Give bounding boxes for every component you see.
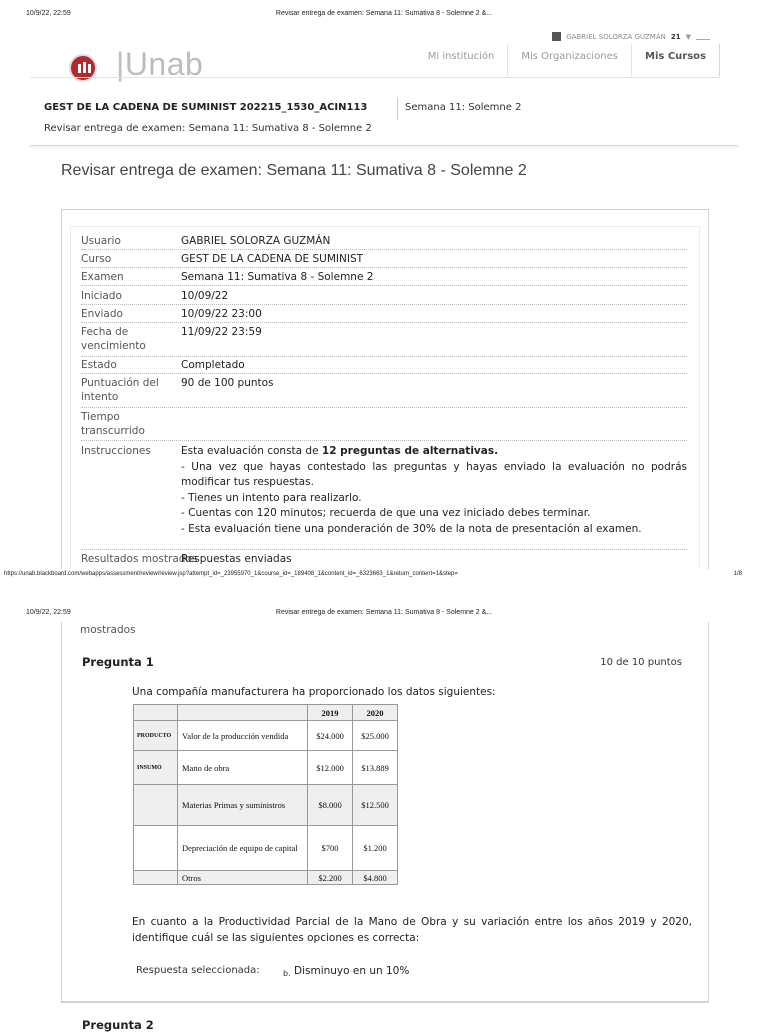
- detail-row-examen: [81, 270, 687, 286]
- breadcrumb-divider-line: [30, 145, 738, 146]
- print-doc-title: Revisar entrega de examen: Semana 11: Sumativa 8 - Solemne 2 &...: [275, 609, 493, 616]
- breadcrumb-divider: [397, 98, 398, 120]
- tab-mis-cursos[interactable]: Mis Cursos: [631, 44, 720, 76]
- user-name: GABRIEL SOLORZA GUZMÁN: [566, 32, 666, 41]
- print-datetime: 10/9/22, 22:59: [26, 10, 71, 17]
- table-cell-label: Otros: [178, 871, 308, 885]
- nav-divider: [30, 77, 720, 78]
- breadcrumb-current-page: Revisar entrega de examen: Semana 11: Sumativa 8 - Solemne 2: [44, 123, 372, 134]
- table-header-empty: [178, 705, 308, 721]
- detail-key: Tiempo transcurrido: [81, 411, 145, 437]
- table-row: [134, 871, 398, 885]
- table-cell-category: [134, 785, 178, 826]
- breadcrumb-section[interactable]: Semana 11: Solemne 2: [405, 102, 522, 113]
- instructions-text: [181, 444, 687, 537]
- tab-mis-organizaciones[interactable]: Mis Organizaciones: [507, 44, 631, 76]
- table-cell-label: Valor de la producción vendida: [178, 721, 308, 751]
- top-navigation: [415, 44, 720, 76]
- detail-key: Instrucciones: [81, 445, 151, 457]
- print-header: [0, 609, 768, 623]
- print-header: [0, 10, 768, 24]
- detail-value: GABRIEL SOLORZA GUZMÁN: [181, 235, 331, 247]
- instructions-intro: Esta evaluación consta de: [181, 445, 322, 457]
- detail-key: Resultados mostrados: [81, 553, 198, 565]
- page-title: Revisar entrega de examen: Semana 11: Sumativa 8 - Solemne 2: [61, 162, 527, 179]
- answer-label: Respuesta seleccionada:: [136, 965, 260, 976]
- question-points: 10 de 10 puntos: [600, 657, 682, 668]
- detail-row-enviado: [81, 307, 687, 323]
- unab-logo-text[interactable]: |Unab: [116, 46, 204, 82]
- detail-key: Enviado: [81, 308, 123, 320]
- table-cell-value: $700: [308, 826, 353, 871]
- detail-row-fecha-vencimiento: [81, 325, 687, 357]
- detail-row-instrucciones: [81, 444, 687, 550]
- detail-row-tiempo: [81, 410, 687, 441]
- detail-key: Puntuación del intento: [81, 377, 159, 403]
- detail-value: Completado: [181, 359, 245, 371]
- table-header-empty: [134, 705, 178, 721]
- detail-value: 90 de 100 puntos: [181, 377, 274, 389]
- detail-value: Respuestas enviadas: [181, 553, 292, 565]
- chevron-down-icon[interactable]: ▼: [685, 32, 691, 41]
- detail-value: Semana 11: Sumativa 8 - Solemne 2: [181, 271, 374, 283]
- detail-value: 10/09/22 23:00: [181, 308, 262, 320]
- detail-row-curso: [81, 252, 687, 268]
- table-header-year: 2019: [308, 705, 353, 721]
- logo-wordmark: Unab: [124, 46, 204, 82]
- table-header-year: 2020: [353, 705, 398, 721]
- question-divider: [61, 1002, 709, 1003]
- submission-details-panel: [61, 209, 709, 569]
- selected-answer: [136, 965, 410, 978]
- table-row: [134, 785, 398, 826]
- question-title: Pregunta 2: [82, 1018, 154, 1032]
- table-cell-value: $1.200: [353, 826, 398, 871]
- table-cell-value: $4.800: [353, 871, 398, 885]
- detail-row-estado: [81, 358, 687, 374]
- user-avatar-icon: [552, 32, 561, 41]
- table-cell-category: [134, 826, 178, 871]
- instructions-bold: 12 preguntas de alternativas.: [321, 445, 499, 457]
- question-data-table: [133, 704, 398, 885]
- table-cell-value: $2.200: [308, 871, 353, 885]
- table-cell-value: $12.500: [353, 785, 398, 826]
- detail-key: Estado: [81, 359, 117, 371]
- table-cell-category: INSUMO: [134, 751, 178, 785]
- instructions-line: - Cuentas con 120 minutos; recuerda de que una vez iniciado debes terminar.: [181, 507, 591, 519]
- detail-key: Fecha de vencimiento: [81, 326, 146, 352]
- print-doc-title: Revisar entrega de examen: Semana 11: Sumativa 8 - Solemne 2 &...: [275, 10, 493, 17]
- table-cell-category: [134, 871, 178, 885]
- detail-value: 11/09/22 23:59: [181, 326, 262, 338]
- table-cell-value: $25.000: [353, 721, 398, 751]
- submission-details-list: [70, 226, 700, 569]
- table-cell-value: $12.000: [308, 751, 353, 785]
- detail-key: Usuario: [81, 235, 121, 247]
- detail-row-puntuacion: [81, 376, 687, 408]
- question-intro: Una compañía manufacturera ha proporcionado los datos siguientes:: [132, 686, 496, 698]
- detail-key: Examen: [81, 271, 124, 283]
- menu-divider: [696, 34, 710, 40]
- table-row: [134, 826, 398, 871]
- answer-text: Disminuyo en un 10%: [294, 965, 410, 977]
- detail-value: GEST DE LA CADENA DE SUMINIST: [181, 253, 364, 265]
- detail-row-usuario: [81, 234, 687, 250]
- print-datetime: 10/9/22, 22:59: [26, 609, 71, 616]
- table-cell-value: $8.000: [308, 785, 353, 826]
- detail-key-continuation: mostrados: [80, 624, 136, 636]
- detail-value: 10/09/22: [181, 290, 229, 302]
- print-footer: [0, 571, 768, 583]
- question-title: Pregunta 1: [82, 655, 154, 669]
- detail-key: Iniciado: [81, 290, 122, 302]
- instructions-line: - Tienes un intento para realizarlo.: [181, 491, 362, 504]
- instructions-line: - Esta evaluación tiene una ponderación de 30% de la nota de presentación al examen.: [181, 522, 642, 535]
- user-menu[interactable]: [552, 32, 710, 41]
- table-cell-label: Materias Primas y suministros: [178, 785, 308, 826]
- table-row: [134, 751, 398, 785]
- notification-count[interactable]: 21: [670, 32, 681, 41]
- answer-letter: b.: [283, 969, 291, 978]
- table-cell-category: PRODUCTO: [134, 721, 178, 751]
- print-url: https://unab.blackboard.com/webapps/assessment/review/review.jsp?attempt_id=_23955970_1&course_id=_189408_1&content_id=_6323663_1&return_content=1&step=: [4, 571, 458, 577]
- print-page-number: 1/8: [733, 571, 742, 577]
- table-cell-value: $13.889: [353, 751, 398, 785]
- instructions-line: - Una vez que hayas contestado las preguntas y hayas enviado la evaluación no podrás modificar tus respuestas.: [181, 460, 687, 488]
- tab-mi-institucion[interactable]: Mi institución: [427, 51, 495, 62]
- detail-row-resultados: [81, 552, 687, 572]
- table-cell-value: $24.000: [308, 721, 353, 751]
- question-prompt: En cuanto a la Productividad Parcial de la Mano de Obra y su variación entre los años 2019 y 2020, identifique cuál se las siguientes opciones es correcta:: [132, 916, 692, 944]
- table-cell-label: Mano de obra: [178, 751, 308, 785]
- breadcrumb-course[interactable]: GEST DE LA CADENA DE SUMINIST 202215_1530_ACIN113: [44, 102, 368, 113]
- detail-row-iniciado: [81, 289, 687, 305]
- table-row: [134, 721, 398, 751]
- detail-key: Curso: [81, 253, 112, 265]
- table-cell-label: Depreciación de equipo de capital: [178, 826, 308, 871]
